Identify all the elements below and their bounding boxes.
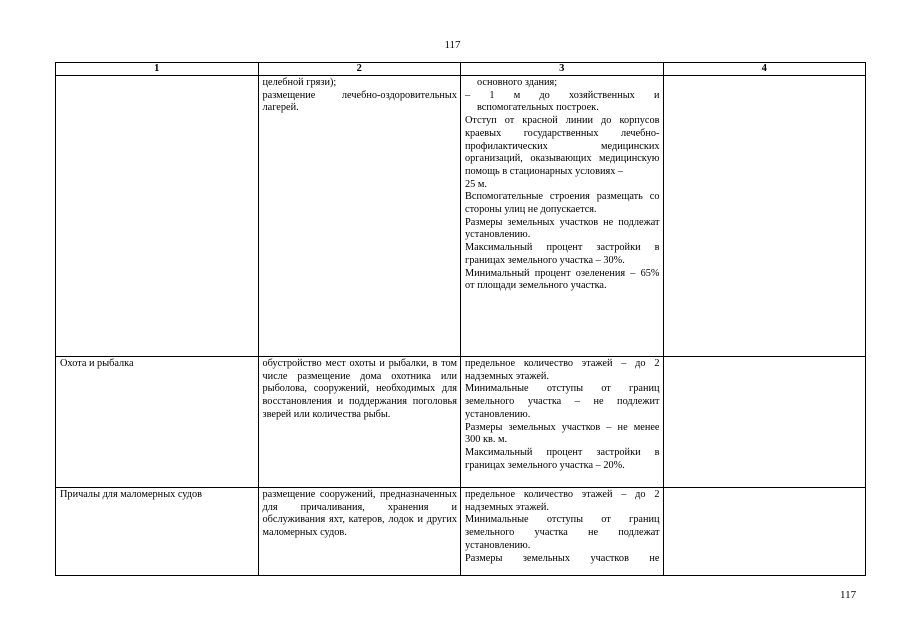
row2-param-p1: предельное количество этажей – до 2 надземных этажей.: [465, 358, 660, 382]
row1-parameters: [461, 76, 664, 357]
row3-description: [258, 488, 461, 576]
row1-notes: [663, 76, 866, 357]
table-row: [56, 488, 866, 576]
row1-use-name: [56, 76, 259, 357]
row1-param-l1: основного здания;: [477, 77, 558, 88]
row1-param-l3: вспомогательных построек.: [477, 102, 599, 114]
zoning-table: [55, 62, 866, 576]
row3-use-name: Причалы для маломерных судов: [56, 488, 259, 576]
row2-param-p2: Минимальные отступы от границ земельного участка – не подлежит установлению.: [465, 383, 660, 420]
row2-param-p3: Размеры земельных участков – не менее 300 кв. м.: [465, 421, 660, 446]
row2-use-name: Охота и рыбалка: [56, 357, 259, 488]
row3-param-p2: Минимальные отступы от границ земельного участка не подлежат установлению.: [465, 514, 660, 551]
row3-description-text: размещение сооружений, предназначенных для причаливания, хранения и обслуживания яхт, катеров, лодок и других маломерных судов.: [262, 489, 457, 539]
row1-param-p2: Вспомогательные строения размещать со стороны улиц не допускается.: [465, 191, 660, 216]
column-header-1: 1: [56, 63, 259, 76]
row1-param-p1b: 25 м.: [465, 178, 487, 190]
row2-param-p4: Максимальный процент застройки в границах земельного участка – 20%.: [465, 446, 660, 471]
row1-param-p3: Размеры земельных участков не подлежат установлению.: [465, 216, 660, 241]
row1-param-l2: – 1 м до хозяйственных и: [465, 89, 660, 101]
row1-description-line2: размещение лечебно-оздоровительных лагерей.: [262, 89, 457, 114]
column-header-3: 3: [461, 63, 664, 76]
row3-notes: [663, 488, 866, 576]
row1-param-p5: Минимальный процент озеленения – 65% от площади земельного участка.: [465, 267, 660, 292]
page-number-top: 117: [444, 39, 461, 51]
row3-param-p1: предельное количество этажей – до 2 надземных этажей.: [465, 489, 660, 513]
row2-description: [258, 357, 461, 488]
row3-parameters: [461, 488, 664, 576]
table-header-row: [56, 63, 866, 76]
row1-param-p1: Отступ от красной линии до корпусов краевых государственных лечебно-профилактических медицинских организаций, оказывающих медицинскую помощь в стационарных условиях –: [465, 115, 660, 177]
row1-description: [258, 76, 461, 357]
table-row: [56, 357, 866, 488]
row1-param-p4: Максимальный процент застройки в границах земельного участка – 30%.: [465, 242, 660, 266]
page-number-bottom: 117: [840, 589, 857, 601]
table-row: [56, 76, 866, 357]
column-header-4: 4: [663, 63, 866, 76]
row2-notes: [663, 357, 866, 488]
column-header-2: 2: [258, 63, 461, 76]
row1-description-line1: целебной грязи);: [262, 77, 337, 88]
row3-param-p3: Размеры земельных участков не: [465, 552, 660, 564]
row2-parameters: [461, 357, 664, 488]
row2-description-text: обустройство мест охоты и рыбалки, в том числе размещение дома охотника или рыболова, сооружений, необходимых для восстановления и поддержания поголовья зверей или количества рыбы.: [262, 358, 457, 420]
